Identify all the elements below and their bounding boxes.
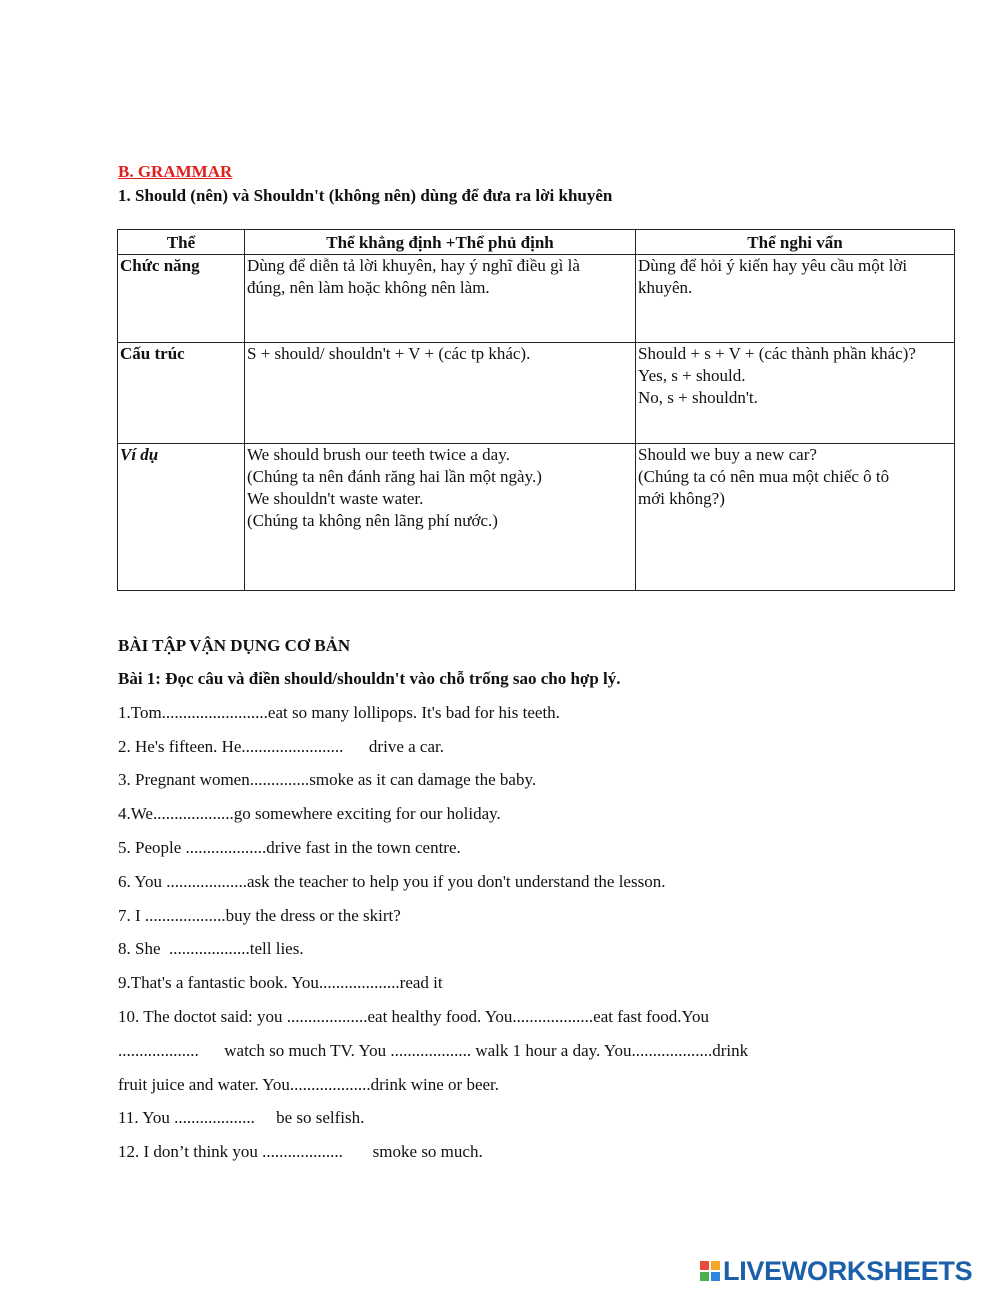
logo-block bbox=[711, 1272, 720, 1281]
cell-line: đúng, nên làm hoặc không nên làm. bbox=[247, 278, 490, 297]
cell-question bbox=[636, 255, 955, 343]
exercise-line: 9.That's a fantastic book. You...................read it bbox=[118, 973, 443, 992]
exercise-line: 5. People ...................drive fast in the town centre. bbox=[118, 838, 461, 857]
cell-question bbox=[636, 343, 955, 444]
exercise-line: 6. You ...................ask the teacher to help you if you don't understand the lesson. bbox=[118, 872, 666, 891]
cell-line: S + should/ shouldn't + V + (các tp khác). bbox=[247, 344, 531, 363]
exercise-line: 7. I ...................buy the dress or the skirt? bbox=[118, 906, 401, 925]
exercise-instruction: Bài 1: Đọc câu và điền should/shouldn't vào chỗ trống sao cho hợp lý. bbox=[118, 669, 621, 688]
cell-line: mới không?) bbox=[638, 489, 725, 508]
cell-affirm-neg bbox=[245, 255, 636, 343]
cell-question bbox=[636, 444, 955, 591]
section-title: B. GRAMMAR bbox=[118, 162, 233, 181]
exercise-line: fruit juice and water. You...................drink wine or beer. bbox=[118, 1075, 500, 1094]
grammar-table bbox=[117, 229, 955, 591]
exercise-heading: BÀI TẬP VẬN DỤNG CƠ BẢN bbox=[118, 636, 351, 655]
exercise-line: 1.Tom.........................eat so many lollipops. It's bad for his teeth. bbox=[118, 703, 560, 722]
row-label: Ví dụ bbox=[118, 444, 245, 591]
cell-line: Dùng để diễn tả lời khuyên, hay ý nghĩ điều gì là bbox=[247, 256, 580, 275]
header-affirm-neg: Thể khẳng định +Thể phủ định bbox=[245, 230, 636, 255]
exercise-line: ................... watch so much TV. You ................... walk 1 hour a day. You...................drink bbox=[118, 1041, 749, 1060]
row-label: Cấu trúc bbox=[118, 343, 245, 444]
cell-line: (Chúng ta không nên lãng phí nước.) bbox=[247, 511, 498, 530]
table-row-structure bbox=[118, 343, 955, 444]
exercise-line: 3. Pregnant women..............smoke as it can damage the baby. bbox=[118, 770, 537, 789]
exercise-line: 8. She ...................tell lies. bbox=[118, 939, 304, 958]
cell-affirm-neg bbox=[245, 444, 636, 591]
exercise-line: 4.We...................go somewhere exciting for our holiday. bbox=[118, 804, 501, 823]
logo-mark-icon bbox=[700, 1261, 720, 1281]
row-label: Chức năng bbox=[118, 255, 245, 343]
table-row-function bbox=[118, 255, 955, 343]
cell-line: We shouldn't waste water. bbox=[247, 489, 424, 508]
exercise-line: 2. He's fifteen. He........................ drive a car. bbox=[118, 737, 444, 756]
header-form: Thể bbox=[118, 230, 245, 255]
cell-line: khuyên. bbox=[638, 278, 693, 297]
liveworksheets-logo bbox=[700, 1256, 972, 1286]
logo-block bbox=[700, 1261, 709, 1270]
cell-line: Should we buy a new car? bbox=[638, 445, 817, 464]
cell-affirm-neg bbox=[245, 343, 636, 444]
table-row-example bbox=[118, 444, 955, 591]
cell-line: (Chúng ta nên đánh răng hai lần một ngày.) bbox=[247, 467, 542, 486]
cell-line: No, s + shouldn't. bbox=[638, 388, 758, 407]
exercise-line: 11. You ................... be so selfish. bbox=[118, 1108, 365, 1127]
grammar-subtitle: 1. Should (nên) và Shouldn't (không nên) dùng để đưa ra lời khuyên bbox=[118, 186, 613, 205]
cell-line: Yes, s + should. bbox=[638, 366, 746, 385]
cell-line: Dùng để hỏi ý kiến hay yêu cầu một lời bbox=[638, 256, 908, 275]
cell-line: We should brush our teeth twice a day. bbox=[247, 445, 510, 464]
table-header-row bbox=[118, 230, 955, 255]
exercise-line: 12. I don’t think you ................... smoke so much. bbox=[118, 1142, 483, 1161]
header-question: Thể nghi vấn bbox=[636, 230, 955, 255]
logo-block bbox=[711, 1261, 720, 1270]
exercise-line: 10. The doctot said: you ...................eat healthy food. You...................eat fast food.You bbox=[118, 1007, 710, 1026]
logo-block bbox=[700, 1272, 709, 1281]
cell-line: (Chúng ta có nên mua một chiếc ô tô bbox=[638, 467, 890, 486]
logo-text: LIVEWORKSHEETS bbox=[723, 1255, 973, 1286]
cell-line: Should + s + V + (các thành phần khác)? bbox=[638, 344, 916, 363]
